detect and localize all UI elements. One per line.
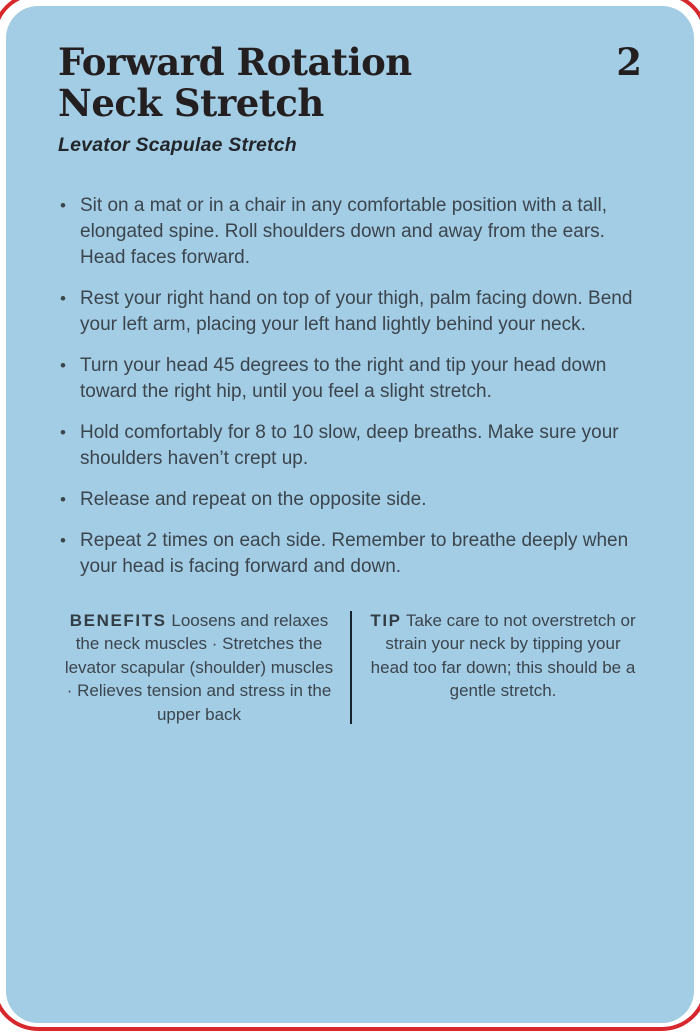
bullet-icon: • — [60, 355, 66, 375]
step-text: Repeat 2 times on each side. Remember to breathe deeply when your head is facing forward and down. — [80, 529, 629, 577]
step-item — [58, 193, 644, 271]
step-item — [58, 420, 644, 472]
bullet-icon: • — [60, 530, 66, 550]
step-text: Turn your head 45 degrees to the right and tip your head down toward the right hip, until you feel a slight stretch. — [80, 354, 607, 402]
step-text: Release and repeat on the opposite side. — [80, 488, 427, 510]
title-line-1: Forward Rotation — [58, 40, 412, 84]
step-item — [58, 487, 644, 513]
stretch-card — [6, 6, 694, 1023]
tip-paragraph — [366, 609, 640, 703]
step-text: Rest your right hand on top of your thigh, palm facing down. Bend your left arm, placing your left hand lightly behind your neck. — [80, 287, 633, 335]
card-number: 2 — [616, 40, 642, 84]
benefits-column — [58, 609, 350, 727]
step-item — [58, 353, 644, 405]
card-title — [58, 42, 412, 125]
tip-text: Take care to not overstretch or strain your neck by tipping your head too far down; this should be a gentle stretch. — [370, 610, 636, 701]
bullet-icon: • — [60, 195, 66, 215]
benefits-label: BENEFITS — [69, 610, 167, 630]
title-line-2: Neck Stretch — [58, 81, 324, 126]
step-text: Sit on a mat or in a chair in any comfortable position with a tall, elongated spine. Roll shoulders down and away from the ears. Head faces forward. — [80, 194, 607, 268]
benefits-paragraph — [62, 609, 336, 727]
benefits-tip-section — [58, 609, 644, 727]
bullet-icon: • — [60, 489, 66, 509]
card-subtitle: Levator Scapulae Stretch — [58, 133, 297, 156]
tip-column — [352, 609, 644, 727]
card-header — [58, 42, 644, 125]
step-item — [58, 528, 644, 580]
bullet-icon: • — [60, 288, 66, 308]
bullet-icon: • — [60, 422, 66, 442]
tip-label: TIP — [370, 610, 402, 630]
step-text: Hold comfortably for 8 to 10 slow, deep breaths. Make sure your shoulders haven’t crept up. — [80, 421, 619, 469]
benefits-text: Loosens and relaxes the neck muscles · Stretches the levator scapular (shoulder) muscles · Relieves tension and stress in the upper back — [64, 610, 334, 724]
step-item — [58, 286, 644, 338]
steps-list — [58, 193, 644, 580]
